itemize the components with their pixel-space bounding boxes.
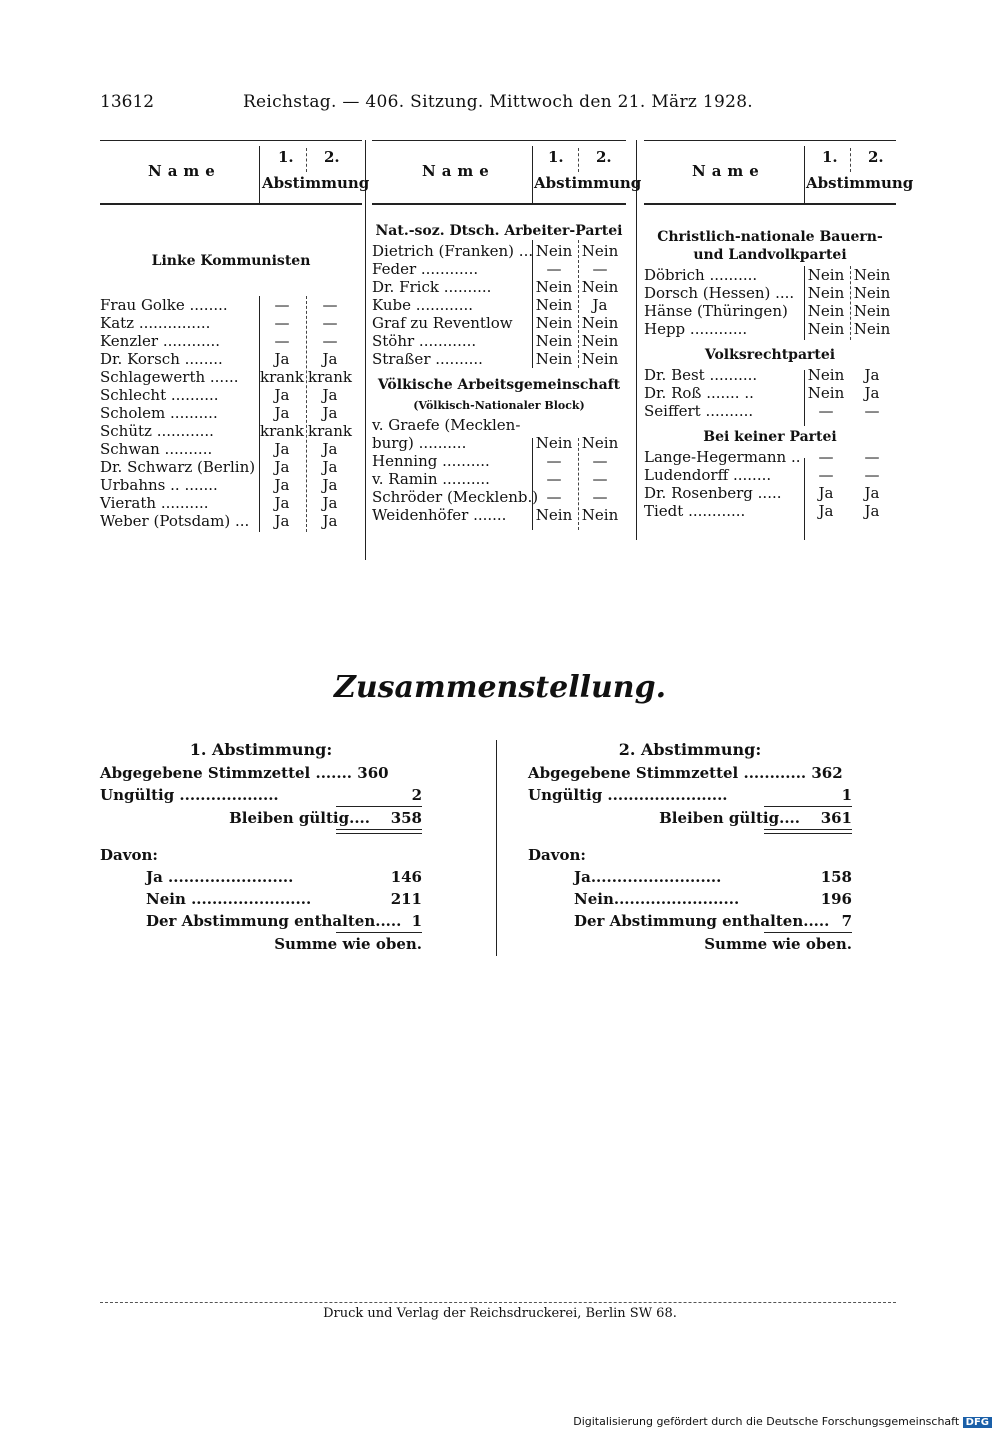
table-row (100, 350, 362, 368)
vote-1-value: Nein (807, 366, 845, 384)
table-row (100, 476, 362, 494)
value: 361 (820, 809, 852, 827)
row-summe (274, 932, 422, 955)
row-bleiben (659, 806, 852, 829)
member-name: Vierath .......... (100, 494, 209, 512)
vote-2-value: Nein (853, 320, 891, 338)
vote-2-value: — (322, 332, 338, 350)
page-number: 13612 (100, 92, 155, 112)
vote-divider (578, 240, 579, 368)
table-row (372, 416, 626, 434)
value: 196 (820, 890, 852, 908)
label: Abgegebene Stimmzettel ............ 362 (528, 764, 843, 782)
header-vote2: 2. (596, 148, 612, 166)
member-name: v. Ramin .......... (372, 470, 490, 488)
member-name: Schlagewerth ...... (100, 368, 239, 386)
vote-2-value: — (592, 260, 608, 278)
vote-1-value: Nein (535, 506, 573, 524)
vote-divider (578, 438, 579, 530)
member-name: Schütz ............ (100, 422, 214, 440)
credit-text: Digitalisierung gefördert durch die Deutsche Forschungsgemeinschaft (573, 1415, 960, 1428)
label: Nein........................ (574, 890, 740, 908)
vote-2-value: Ja (322, 386, 338, 404)
member-name: Dr. Schwarz (Berlin) (100, 458, 256, 476)
table-row (100, 368, 362, 386)
vote-divider (804, 266, 805, 340)
vote-2-value: — (592, 452, 608, 470)
value: 1 (841, 786, 852, 804)
vote-1-value: krank (260, 422, 304, 440)
header-name: Name (692, 162, 765, 180)
label: Der Abstimmung enthalten..... (574, 912, 830, 930)
table-row (372, 278, 626, 296)
label: Ja ........................ (146, 868, 294, 886)
vote-1-value: — (546, 260, 562, 278)
summary-title: Zusammenstellung. (333, 670, 667, 705)
vote-2-value: Ja (864, 502, 880, 520)
summary-heading: 2. Abstimmung: (618, 740, 762, 759)
value: 211 (390, 890, 422, 908)
header-divider (532, 146, 533, 204)
table-row (372, 296, 626, 314)
vote-1-value: — (818, 466, 834, 484)
table-row (100, 386, 362, 404)
row-ja (528, 866, 852, 888)
vote-1-value: — (274, 314, 290, 332)
table-row (644, 266, 896, 284)
member-name: Weber (Potsdam) ... (100, 512, 250, 530)
vote-1-value: Nein (807, 302, 845, 320)
value: 358 (390, 809, 422, 827)
header-divider (804, 146, 805, 204)
summary-heading: 1. Abstimmung: (189, 740, 333, 759)
vote-2-value: Ja (322, 350, 338, 368)
vote-1-value: — (818, 448, 834, 466)
header-vote1: 1. (278, 148, 294, 166)
column-landvolk-volksrecht (644, 228, 896, 520)
table-row (372, 350, 626, 368)
header-vote2: 2. (324, 148, 340, 166)
footer-rule (100, 1302, 896, 1303)
vote-2-value: Nein (581, 434, 619, 452)
vote-2-value: Ja (864, 366, 880, 384)
label: Ja......................... (574, 868, 722, 886)
group-heading: Christlich-nationale Bauern- und Landvolkpartei (657, 229, 883, 263)
header-abstimmung: Abstimmung (534, 174, 642, 192)
vote-2-value: Nein (853, 266, 891, 284)
vote-2-value: Ja (592, 296, 608, 314)
column-divider-1 (365, 140, 366, 560)
table-row (644, 366, 896, 384)
member-name: Weidenhöfer ....... (372, 506, 507, 524)
page-title: Reichstag. — 406. Sitzung. Mittwoch den 21. März 1928. (242, 92, 754, 112)
table-row (644, 484, 896, 502)
label: Abgegebene Stimmzettel ....... 360 (100, 764, 389, 782)
vote-1-value: — (546, 452, 562, 470)
vote-2-value: — (864, 466, 880, 484)
member-name: Kube ............ (372, 296, 474, 314)
vote-2-value: krank (308, 368, 352, 386)
table-row (100, 404, 362, 422)
member-name: Urbahns .. ....... (100, 476, 218, 494)
row-ungueltig (100, 784, 422, 806)
vote-2-value: Ja (322, 440, 338, 458)
table-row (100, 458, 362, 476)
vote-1-value: Ja (274, 494, 290, 512)
table-row (100, 332, 362, 350)
vote-2-value: krank (308, 422, 352, 440)
label: Bleiben gültig.... (229, 809, 370, 827)
member-name: burg) .......... (372, 434, 467, 452)
vote-divider (804, 458, 805, 540)
davon-label: Davon: (528, 846, 586, 864)
vote-2-value: Nein (581, 314, 619, 332)
table-row (100, 296, 362, 314)
vote-1-value: Ja (274, 440, 290, 458)
header-divider (850, 148, 851, 172)
label: Bleiben gültig.... (659, 809, 800, 827)
header-divider (306, 148, 307, 172)
davon-label: Davon: (100, 846, 158, 864)
vote-2-value: — (864, 402, 880, 420)
label: Nein ....................... (146, 890, 312, 908)
value: 2 (411, 786, 422, 804)
header-vote2: 2. (868, 148, 884, 166)
vote-2-value: Ja (322, 476, 338, 494)
member-name: Dorsch (Hessen) .... (644, 284, 795, 302)
member-name: Ludendorff ........ (644, 466, 772, 484)
table-row (372, 452, 626, 470)
table-row (372, 434, 626, 452)
member-name: Kenzler ............ (100, 332, 221, 350)
row-abgegeben (100, 762, 422, 784)
table-header-1 (100, 140, 370, 204)
member-name: Hänse (Thüringen) (644, 302, 788, 320)
vote-1-value: Ja (818, 502, 834, 520)
table-row (372, 242, 626, 260)
member-name: Schröder (Mecklenb.) (372, 488, 539, 506)
member-name: Schwan .......... (100, 440, 213, 458)
vote-2-value: Ja (322, 494, 338, 512)
group-subheading: (Völkisch-Nationaler Block) (413, 399, 585, 412)
value: 1 (411, 912, 422, 930)
row-bleiben (229, 806, 422, 829)
table-row (644, 448, 896, 466)
vote-1-value: Ja (818, 484, 834, 502)
row-nein (528, 888, 852, 910)
member-name: Scholem .......... (100, 404, 218, 422)
value: Summe wie oben. (274, 935, 422, 953)
table-row (644, 284, 896, 302)
row-enthalten (100, 910, 422, 932)
member-name: Katz ............... (100, 314, 211, 332)
vote-2-value: Nein (853, 284, 891, 302)
column-divider-2 (636, 140, 637, 540)
row-ungueltig (528, 784, 852, 806)
vote-1-value: Nein (535, 296, 573, 314)
vote-1-value: Nein (807, 384, 845, 402)
vote-divider (306, 296, 307, 532)
vote-1-value: Ja (274, 476, 290, 494)
value: 158 (820, 868, 852, 886)
double-rule (764, 829, 852, 834)
value: 7 (841, 912, 852, 930)
table-row (372, 488, 626, 506)
header-vote1: 1. (822, 148, 838, 166)
vote-1-value: Nein (807, 284, 845, 302)
vote-divider (532, 240, 533, 368)
row-summe (704, 932, 852, 955)
table-row (100, 314, 362, 332)
vote-1-value: — (274, 332, 290, 350)
vote-divider (532, 438, 533, 530)
member-name: Feder ............ (372, 260, 479, 278)
header-abstimmung: Abstimmung (262, 174, 370, 192)
header-vote1: 1. (548, 148, 564, 166)
vote-2-value: — (592, 488, 608, 506)
table-row (644, 466, 896, 484)
vote-divider (850, 266, 851, 340)
vote-1-value: Nein (535, 434, 573, 452)
member-name: Seiffert .......... (644, 402, 754, 420)
vote-2-value: — (322, 296, 338, 314)
member-name: v. Graefe (Mecklen- (372, 416, 521, 434)
vote-divider (804, 370, 805, 426)
digitization-credit (573, 1415, 992, 1428)
page-header (100, 92, 896, 120)
member-name: Stöhr ............ (372, 332, 477, 350)
dfg-logo: DFG (963, 1417, 992, 1428)
vote-2-value: Nein (581, 332, 619, 350)
header-abstimmung: Abstimmung (806, 174, 914, 192)
vote-1-value: Nein (535, 278, 573, 296)
group-heading: Völkische Arbeitsgemeinschaft (377, 377, 621, 393)
table-row (372, 314, 626, 332)
vote-1-value: Nein (535, 314, 573, 332)
vote-1-value: Ja (274, 386, 290, 404)
table-row (644, 320, 896, 338)
vote-2-value: Nein (581, 242, 619, 260)
summary-vote-1 (100, 740, 422, 955)
vote-2-value: Nein (581, 350, 619, 368)
table-row (372, 506, 626, 524)
table-row (644, 402, 896, 420)
summary-vote-2 (528, 740, 852, 955)
vote-2-value: Nein (581, 506, 619, 524)
vote-1-value: — (546, 470, 562, 488)
vote-1-value: Nein (807, 320, 845, 338)
table-row (372, 260, 626, 278)
vote-2-value: Ja (864, 384, 880, 402)
header-divider (578, 148, 579, 172)
table-row (644, 502, 896, 520)
vote-1-value: Nein (807, 266, 845, 284)
vote-2-value: Ja (864, 484, 880, 502)
table-row (644, 302, 896, 320)
group-heading: Volksrechtpartei (704, 347, 836, 363)
member-name: Dr. Best .......... (644, 366, 758, 384)
vote-2-value: — (864, 448, 880, 466)
vote-1-value: Nein (535, 350, 573, 368)
table-row (100, 512, 362, 530)
table-row (100, 494, 362, 512)
row-abgegeben (528, 762, 852, 784)
double-rule (336, 829, 422, 834)
vote-2-value: — (322, 314, 338, 332)
label: Der Abstimmung enthalten..... (146, 912, 402, 930)
table-row (372, 470, 626, 488)
header-name: Name (148, 162, 221, 180)
value: 146 (390, 868, 422, 886)
row-nein (100, 888, 422, 910)
member-name: Dr. Korsch ........ (100, 350, 223, 368)
row-enthalten (528, 910, 852, 932)
header-divider (259, 146, 260, 204)
column-nsdap-voelkische (372, 222, 626, 524)
vote-1-value: — (274, 296, 290, 314)
group-heading: Nat.-soz. Dtsch. Arbeiter-Partei (375, 223, 623, 239)
table-row (100, 440, 362, 458)
table-row (372, 332, 626, 350)
vote-1-value: — (818, 402, 834, 420)
member-name: Hepp ............ (644, 320, 748, 338)
table-header-2 (372, 140, 642, 204)
vote-1-value: Ja (274, 512, 290, 530)
vote-2-value: Ja (322, 458, 338, 476)
member-name: Dietrich (Franken) ... (372, 242, 534, 260)
member-name: Henning .......... (372, 452, 490, 470)
label: Ungültig ....................... (528, 786, 728, 804)
member-name: Schlecht .......... (100, 386, 219, 404)
group-heading: Bei keiner Partei (703, 429, 837, 445)
vote-2-value: Ja (322, 512, 338, 530)
value: Summe wie oben. (704, 935, 852, 953)
member-name: Dr. Rosenberg ..... (644, 484, 782, 502)
table-header-3 (644, 140, 914, 204)
vote-2-value: Ja (322, 404, 338, 422)
summary-divider (496, 740, 497, 956)
member-name: Tiedt ............ (644, 502, 746, 520)
vote-2-value: Nein (853, 302, 891, 320)
vote-divider (259, 296, 260, 532)
vote-1-value: — (546, 488, 562, 506)
row-ja (100, 866, 422, 888)
vote-1-value: Ja (274, 350, 290, 368)
vote-1-value: Nein (535, 332, 573, 350)
member-name: Frau Golke ........ (100, 296, 228, 314)
vote-1-value: Nein (535, 242, 573, 260)
vote-2-value: — (592, 470, 608, 488)
label: Ungültig ................... (100, 786, 279, 804)
table-row (100, 422, 362, 440)
printer-imprint: Druck und Verlag der Reichsdruckerei, Berlin SW 68. (323, 1306, 677, 1321)
member-name: Dr. Roß ....... .. (644, 384, 754, 402)
column-linke-kommunisten (100, 252, 362, 530)
member-name: Straßer .......... (372, 350, 483, 368)
vote-1-value: krank (260, 368, 304, 386)
table-row (644, 384, 896, 402)
group-heading: Linke Kommunisten (151, 253, 311, 269)
member-name: Dr. Frick .......... (372, 278, 492, 296)
vote-1-value: Ja (274, 404, 290, 422)
header-name: Name (422, 162, 495, 180)
vote-1-value: Ja (274, 458, 290, 476)
member-name: Graf zu Reventlow (372, 314, 513, 332)
vote-2-value: Nein (581, 278, 619, 296)
member-name: Döbrich .......... (644, 266, 758, 284)
member-name: Lange-Hegermann .. (644, 448, 801, 466)
